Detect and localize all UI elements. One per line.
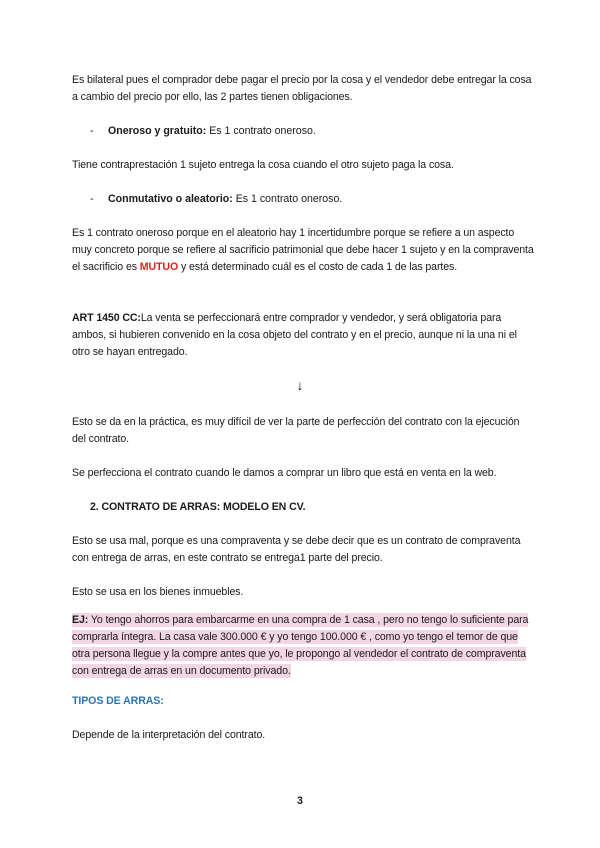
- section-heading-arras: 2. CONTRATO DE ARRAS: MODELO EN CV.: [90, 501, 306, 513]
- article-label: ART 1450 CC:: [72, 312, 141, 324]
- paragraph-bilateral: Es bilateral pues el comprador debe pagar el precio por la cosa y el vendedor debe entregar la cosa a cambio del precio por ello, las 2 partes tienen obligaciones.: [72, 74, 532, 103]
- page-number: 3: [297, 795, 303, 807]
- paragraph-aleatorio: [72, 225, 534, 276]
- paragraph-art-1450: [72, 310, 534, 361]
- paragraph-perfecciona: Se perfecciona el contrato cuando le damos a comprar un libro que está en venta en la web.: [72, 467, 497, 479]
- paragraph-text: y está determinado cuál es el costo de cada 1 de las partes.: [178, 261, 458, 273]
- bullet-text: Es 1 contrato oneroso.: [232, 193, 343, 205]
- bullet-term: Oneroso y gratuito:: [108, 125, 207, 137]
- example-text: Yo tengo ahorros para embarcarme en una compra de 1 casa , pero no tengo lo suficiente para comprarla íntegra. La casa vale 300.000 € y yo tengo 100.000 € , como yo tengo el temor de que otra persona llegue y la compre antes que yo, le propongo al vendedor el contrato de compraventa con entrega de arras en un documento privado.: [72, 614, 529, 677]
- bullet-oneroso: [90, 123, 316, 140]
- bullet-term: Conmutativo o aleatorio:: [108, 193, 233, 205]
- paragraph-interpretacion: Depende de la interpretación del contrato.: [72, 729, 266, 741]
- example-paragraph: [72, 612, 530, 680]
- paragraph-text: Es 1 contrato oneroso porque en el aleatorio hay 1 incertidumbre porque se refiere a un aspecto muy concreto porque se refiere al sacrificio patrimonial que debe hacer 1 sujeto y en la compraventa el sacrificio es: [72, 227, 534, 273]
- paragraph-usa-mal: Esto se usa mal, porque es una compraventa y se debe decir que es un contrato de compraventa con entrega de arras, en este contrato se entrega1 parte del precio.: [72, 535, 521, 564]
- down-arrow-icon: ↓: [296, 377, 304, 393]
- highlight-mutuo: MUTUO: [139, 261, 179, 273]
- bullet-dash: -: [90, 125, 94, 137]
- subheading-tipos-arras: TIPOS DE ARRAS:: [72, 695, 164, 707]
- example-label: EJ:: [72, 614, 89, 626]
- bullet-dash: -: [90, 193, 94, 205]
- bullet-text: Es 1 contrato oneroso.: [206, 125, 316, 137]
- article-text: La venta se perfeccionará entre comprador y vendedor, y será obligatoria para ambos, si hubieren convenido en la cosa objeto del contrato y en el precio, aunque ni la una ni el otro se hayan entregado.: [72, 312, 517, 358]
- example-highlight: [72, 613, 528, 678]
- paragraph-contraprestacion: Tiene contraprestación 1 sujeto entrega la cosa cuando el otro sujeto paga la cosa.: [72, 159, 454, 171]
- bullet-conmutativo: [90, 191, 342, 208]
- paragraph-inmuebles: Esto se usa en los bienes inmuebles.: [72, 586, 244, 598]
- paragraph-practica: Esto se da en la práctica, es muy difícil de ver la parte de perfección del contrato con la ejecución del contrato.: [72, 416, 520, 445]
